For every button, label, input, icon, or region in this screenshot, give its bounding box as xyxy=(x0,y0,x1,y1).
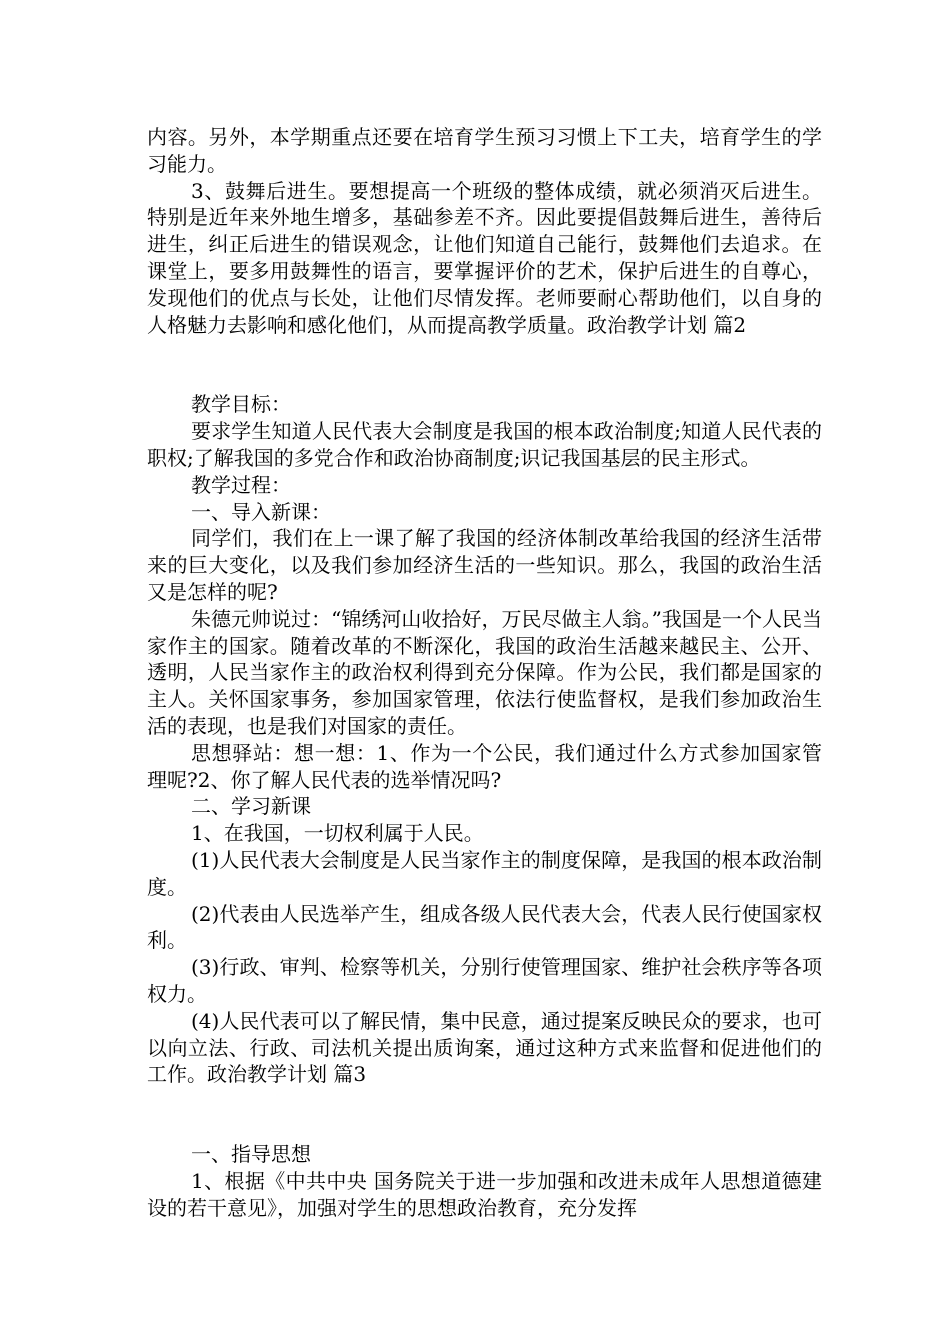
section-gap xyxy=(147,1088,822,1141)
paragraph: 思想驿站：想一想：1、作为一个公民，我们通过什么方式参加国家管理呢?2、你了解人民代表的选举情况吗? xyxy=(147,740,822,792)
list-item: (3)行政、审判、检察等机关，分别行使管理国家、维护社会秩序等各项权力。 xyxy=(147,955,822,1006)
section-heading-intro: 一、导入新课： xyxy=(191,499,331,524)
list-item: (4)人民代表可以了解民情，集中民意，通过提案反映民众的要求，也可以向立法、行政、司法机关提出质询案，通过这种方式来监督和促进他们的工作。政治教学计划 篇3 xyxy=(147,1008,822,1087)
paragraph: 1、根据《中共中央 国务院关于进一步加强和改进未成年人思想道德建设的若干意见》，加强对学生的思想政治教育，充分发挥 xyxy=(147,1168,822,1220)
list-item: (1)人民代表大会制度是人民当家作主的制度保障，是我国的根本政治制度。 xyxy=(147,847,822,899)
section-heading-teaching-process: 教学过程： xyxy=(191,472,291,497)
section-heading-new-lesson: 二、学习新课 xyxy=(191,794,311,819)
paragraph: 要求学生知道人民代表大会制度是我国的根本政治制度;知道人民代表的职权;了解我国的多党合作和政治协商制度;识记我国基层的民主形式。 xyxy=(147,419,822,470)
section-gap xyxy=(147,338,822,391)
list-item: 1、在我国，一切权利属于人民。 xyxy=(191,821,484,846)
paragraph: 内容。另外，本学期重点还要在培育学生预习习惯上下工夫，培育学生的学习能力。 xyxy=(147,125,822,176)
list-item: (2)代表由人民选举产生，组成各级人民代表大会，代表人民行使国家权利。 xyxy=(147,901,822,953)
paragraph: 朱德元帅说过：“锦绣河山收拾好，万民尽做主人翁。”我国是一个人民当家作主的国家。随着改革的不断深化，我国的政治生活越来越民主、公开、透明，人民当家作主的政治权利得到充分保障。作为公民，我们都是国家的主人。关怀国家事务，参加国家管理，依法行使监督权，是我们参加政治生活的表现，也是我们对国家的责任。 xyxy=(147,606,822,738)
paragraph: 3、鼓舞后进生。要想提高一个班级的整体成绩，就必须消灭后进生。特别是近年来外地生增多，基础参差不齐。因此要提倡鼓舞后进生，善待后进生，纠正后进生的错误观念，让他们知道自己能行，鼓舞他们去追求。在课堂上，要多用鼓舞性的语言，要掌握评价的艺术，保护后进生的自尊心，发现他们的优点与长处，让他们尽情发挥。老师要耐心帮助他们，以自身的人格魅力去影响和感化他们，从而提高教学质量。政治教学计划 篇2 xyxy=(147,178,822,337)
section-heading-teaching-goal: 教学目标： xyxy=(191,392,291,417)
paragraph: 同学们，我们在上一课了解了我国的经济体制改革给我国的经济生活带来的巨大变化，以及我们参加经济生活的一些知识。那么，我国的政治生活又是怎样的呢? xyxy=(147,526,822,604)
document-body xyxy=(147,124,822,1221)
section-heading-guiding-thought: 一、指导思想 xyxy=(191,1142,311,1167)
